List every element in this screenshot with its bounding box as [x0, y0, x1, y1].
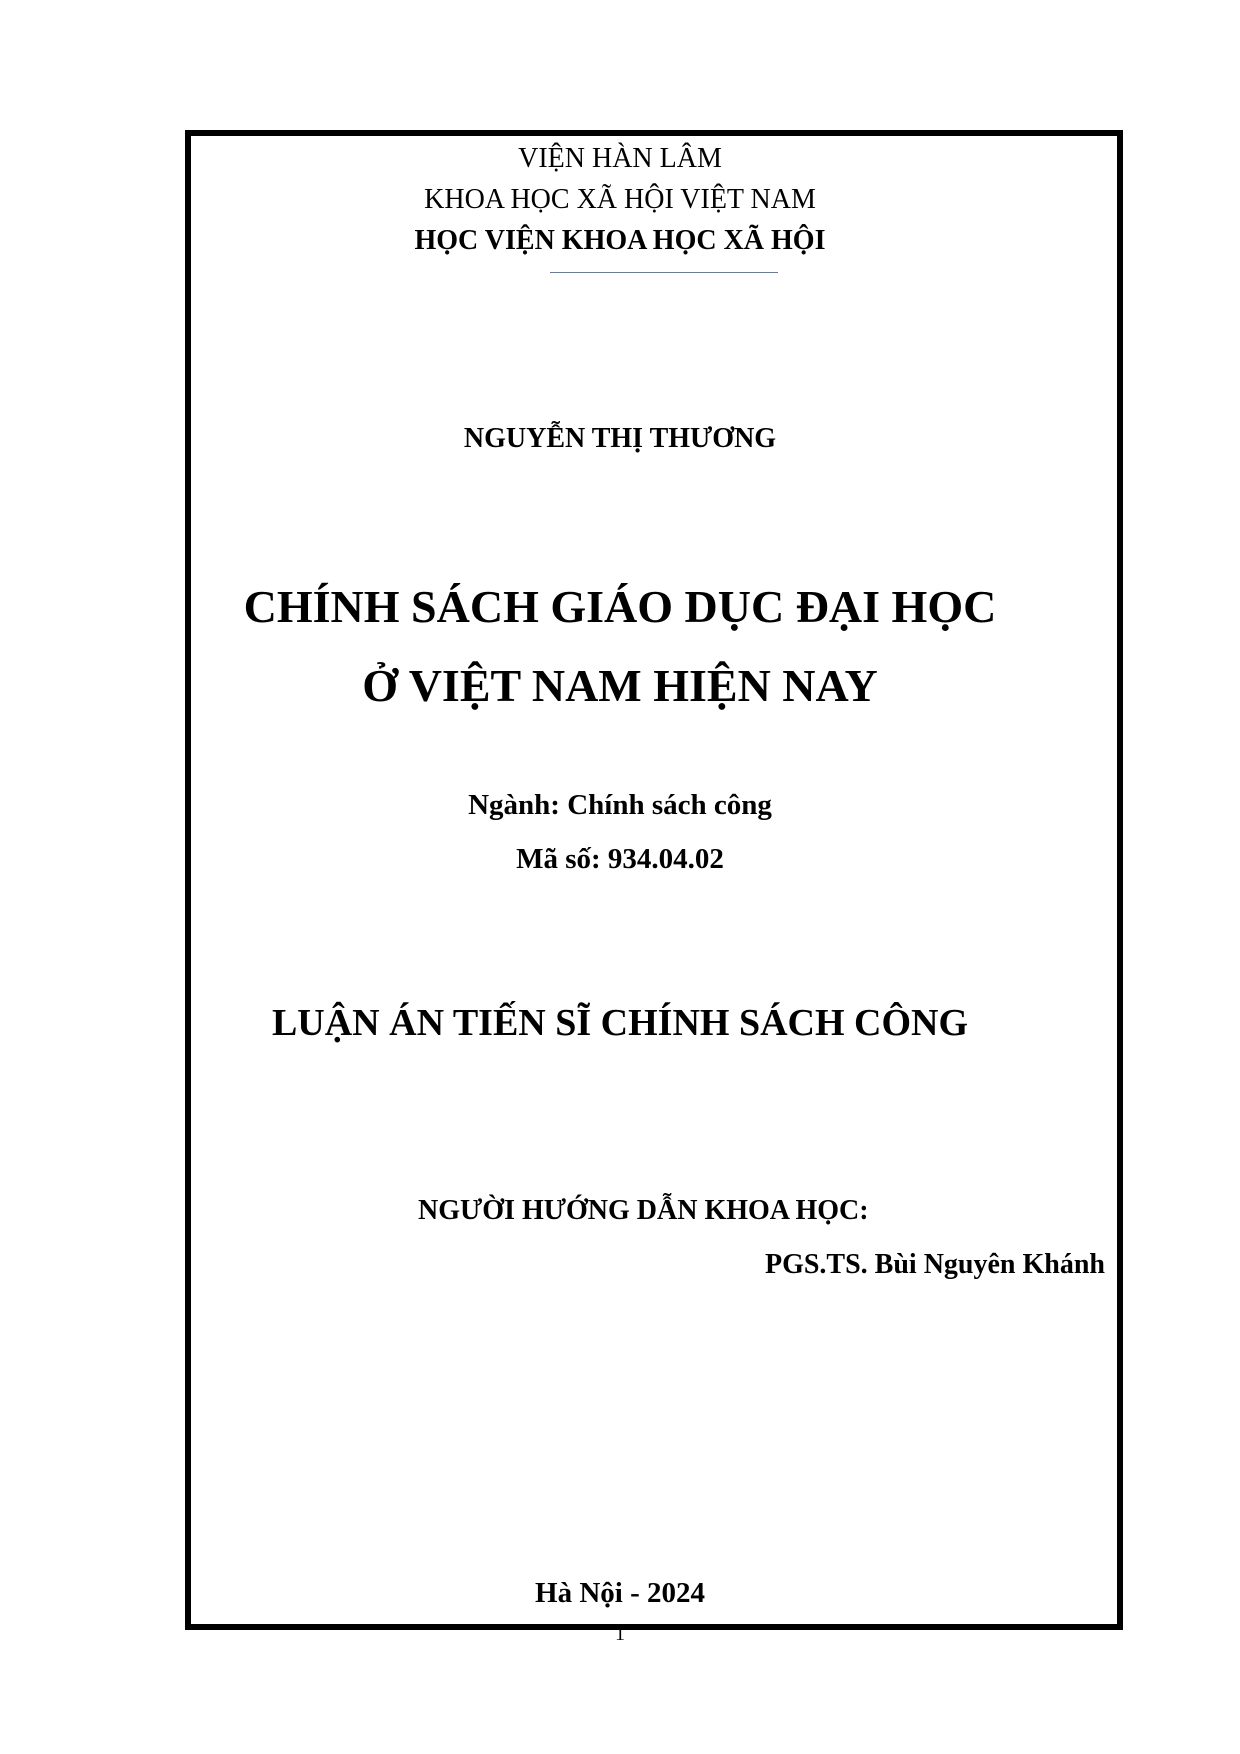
degree-title: LUẬN ÁN TIẾN SĨ CHÍNH SÁCH CÔNG [271, 1002, 969, 1044]
thesis-title-line-1: CHÍNH SÁCH GIÁO DỤC ĐẠI HỌC [243, 581, 997, 632]
page-border [185, 130, 1123, 1630]
page-number: 1 [615, 1623, 625, 1645]
supervisor-name: PGS.TS. Bùi Nguyên Khánh [764, 1249, 1105, 1280]
institution-line-2: KHOA HỌC XÃ HỘI VIỆT NAM [424, 184, 816, 215]
header-divider [550, 272, 778, 273]
thesis-title-line-2: Ở VIỆT NAM HIỆN NAY [362, 660, 878, 711]
institution-line-1: VIỆN HÀN LÂM [518, 143, 722, 174]
major-field: Ngành: Chính sách công [468, 789, 772, 821]
author-name: NGUYỄN THỊ THƯƠNG [463, 423, 777, 454]
supervisor-label: NGƯỜI HƯỚNG DẪN KHOA HỌC: [418, 1195, 869, 1226]
major-code: Mã số: 934.04.02 [516, 843, 724, 875]
place-year: Hà Nội - 2024 [535, 1577, 705, 1609]
institution-line-3: HỌC VIỆN KHOA HỌC XÃ HỘI [414, 225, 826, 256]
